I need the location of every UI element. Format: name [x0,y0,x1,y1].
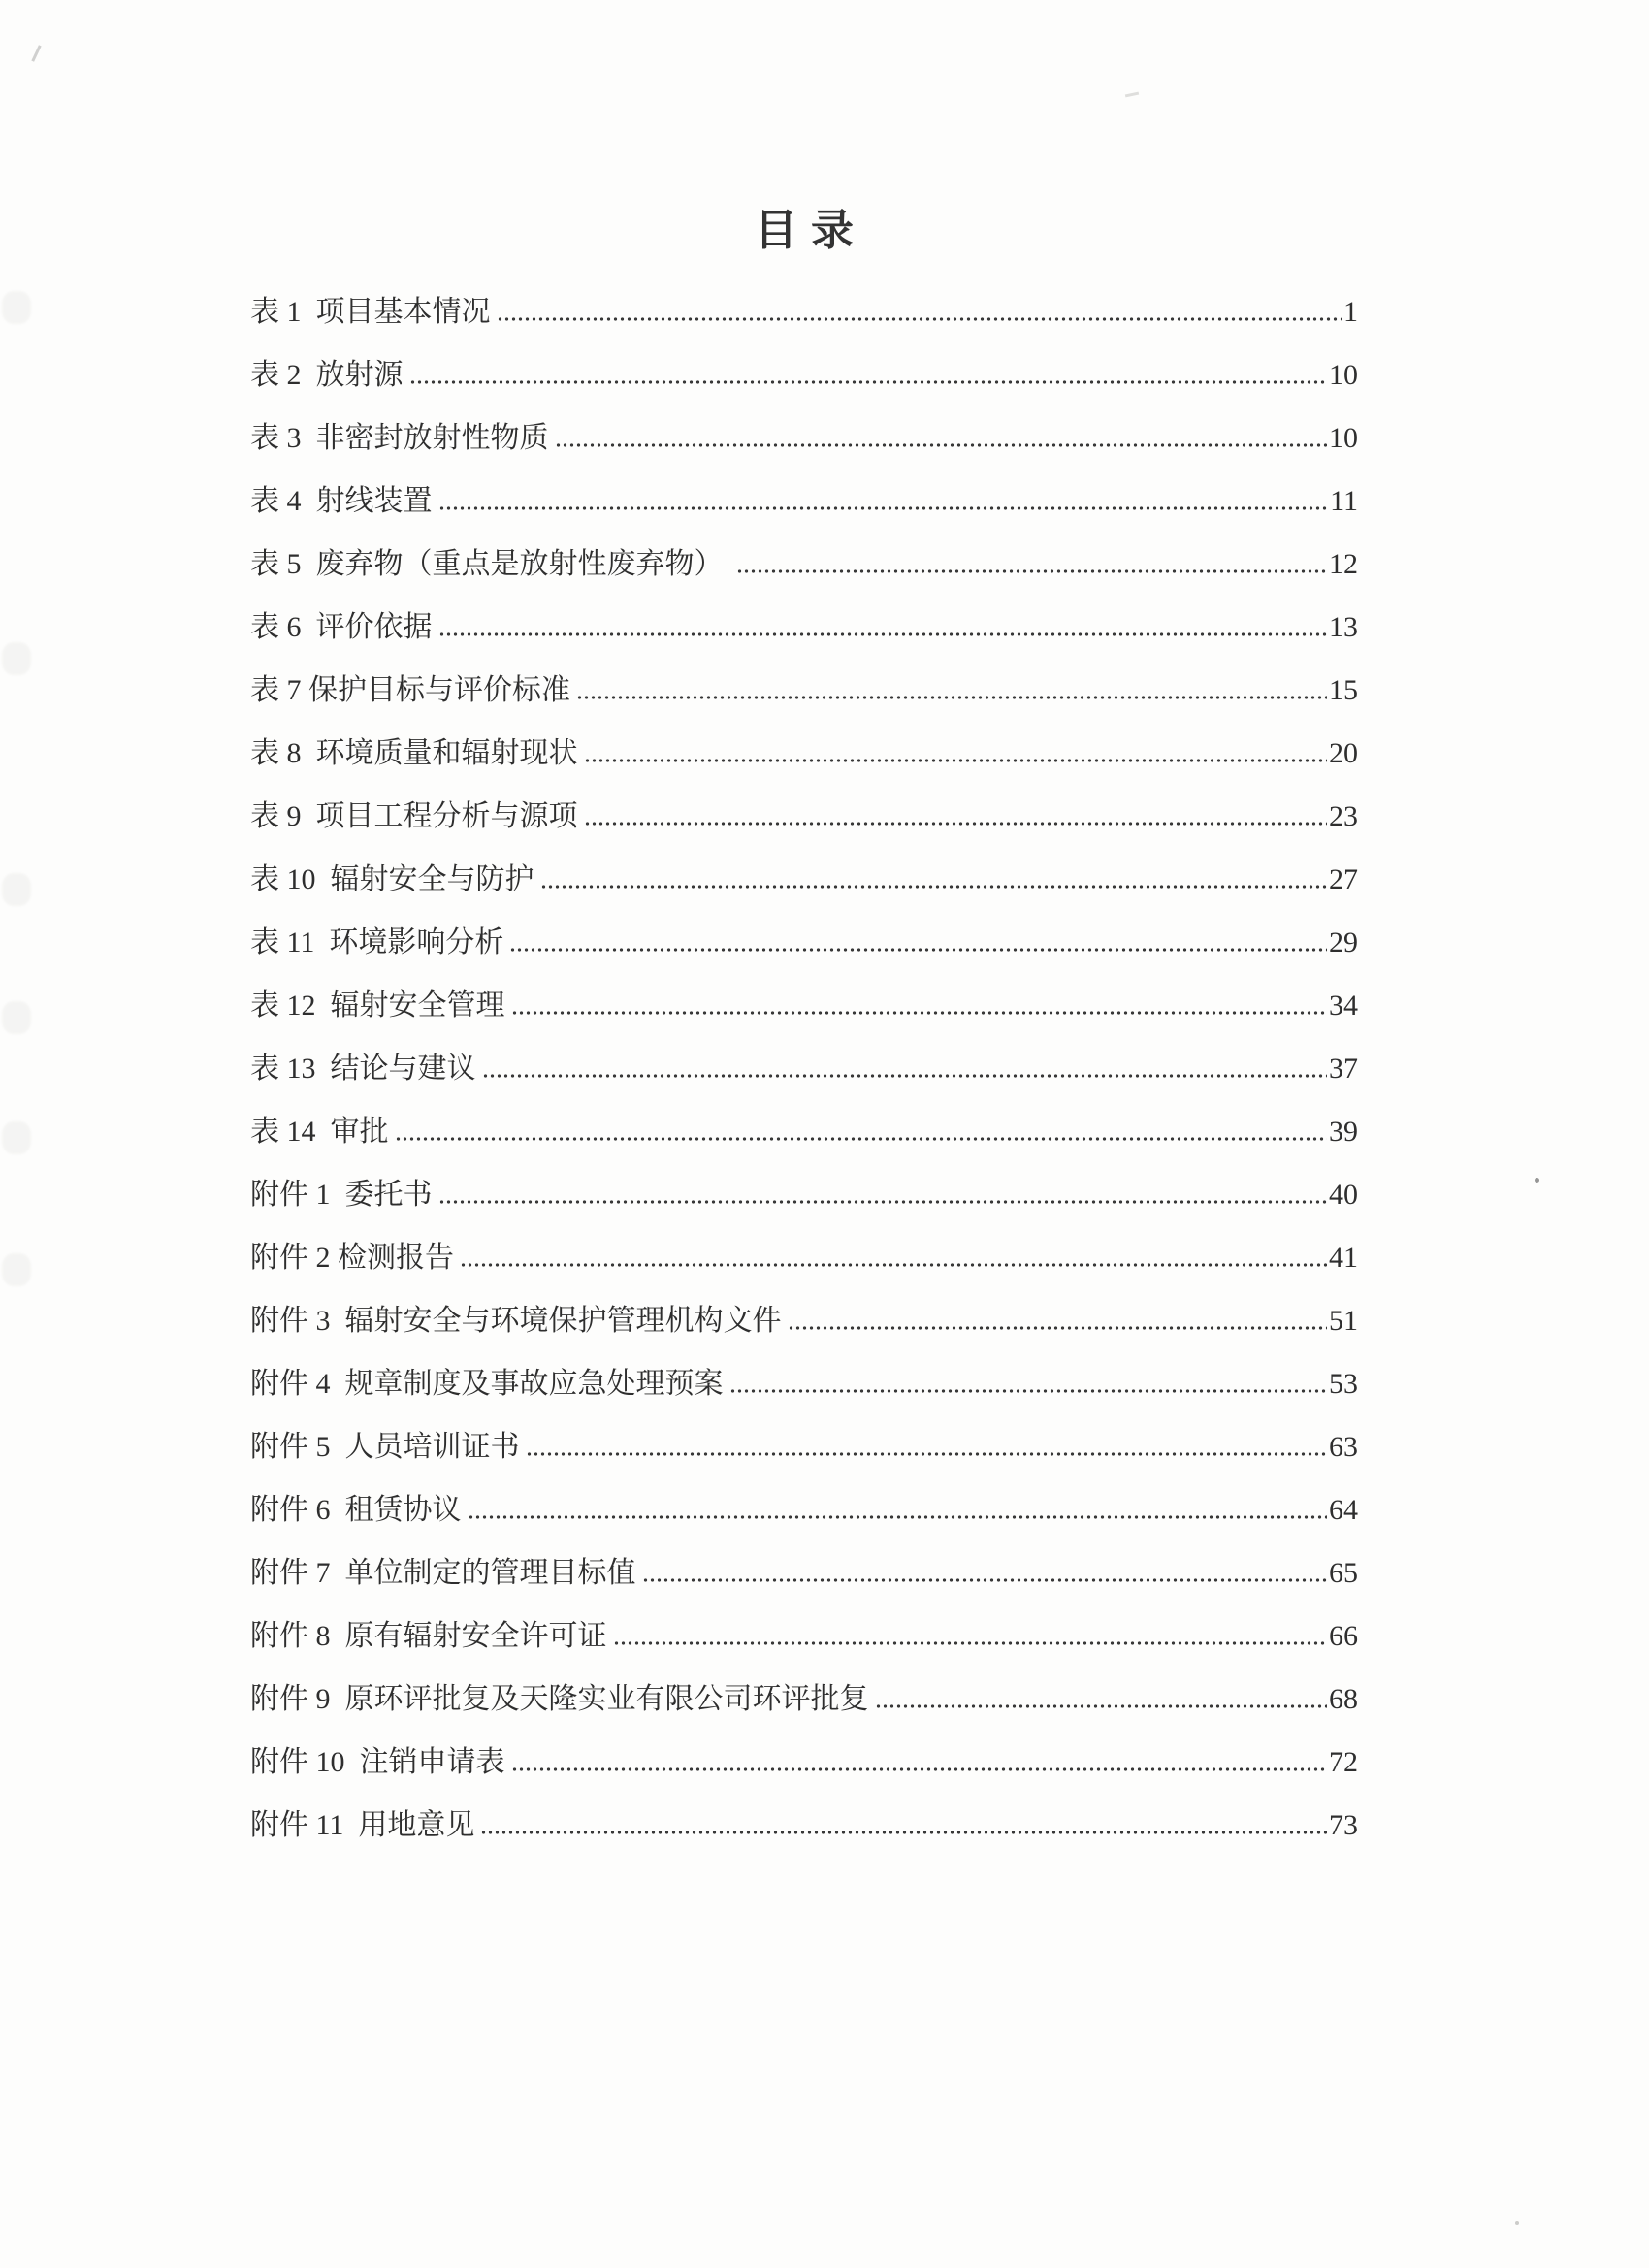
dot-leader [613,1640,1328,1646]
toc-entry-page: 13 [1329,610,1358,643]
toc-entry-page: 1 [1343,295,1358,328]
dot-leader [511,1766,1328,1772]
toc-entry-label: 表 2 放射源 [250,358,404,391]
toc-entry-label: 附件 4 规章制度及事故应急处理预案 [250,1367,724,1400]
toc-entry-label: 附件 8 原有辐射安全许可证 [250,1619,607,1652]
toc-entry-page: 66 [1329,1619,1358,1652]
toc-entry-page: 15 [1329,673,1358,706]
toc-entry-page: 23 [1329,799,1358,832]
toc-entry [250,768,1358,831]
dot-leader [480,1830,1327,1835]
toc-entry [250,1210,1358,1273]
dot-leader [409,379,1328,385]
toc-entry [250,390,1358,453]
toc-entry-label: 表 1 项目基本情况 [250,295,491,328]
toc-entry-page: 41 [1329,1241,1358,1274]
toc-entry-page: 64 [1329,1493,1358,1526]
toc-entry-page: 39 [1329,1115,1358,1148]
toc-entry [250,1651,1358,1714]
scan-artifact [1535,1178,1539,1183]
toc-entry-page: 63 [1329,1430,1358,1463]
toc-entry [250,1147,1358,1210]
scan-artifact [1125,92,1139,98]
toc-entry-page: 27 [1329,862,1358,895]
toc-entry [250,957,1358,1021]
toc-entry-page: 40 [1329,1178,1358,1211]
toc-entry-label: 表 10 辐射安全与防护 [250,862,534,895]
toc-entry [250,1336,1358,1399]
dot-leader [468,1514,1328,1520]
dot-leader [555,442,1328,448]
toc-entry-label: 表 7 保护目标与评价标准 [250,673,570,706]
toc-entry [250,1084,1358,1147]
toc-entry-label: 附件 2 检测报告 [250,1241,454,1274]
toc-entry-label: 附件 1 委托书 [250,1178,433,1211]
dot-leader [497,316,1342,322]
dot-leader [576,695,1327,700]
toc-entry [250,1777,1358,1840]
toc-entry-page: 73 [1329,1808,1358,1841]
dot-leader [788,1325,1328,1331]
toc-entry [250,579,1358,642]
toc-entry [250,1399,1358,1462]
scan-artifact [2,873,31,906]
scan-artifact [1515,2221,1519,2225]
toc-entry-label: 附件 6 租赁协议 [250,1493,462,1526]
dot-leader [584,758,1328,763]
toc-entry-label: 表 5 废弃物（重点是放射性废弃物） [250,547,730,580]
toc-entry-page: 72 [1329,1745,1358,1778]
toc-entry-page: 12 [1329,547,1358,580]
toc-entry [250,327,1358,390]
toc-entry-label: 表 11 环境影响分析 [250,925,504,958]
toc-entry [250,1462,1358,1525]
toc-entry-page: 10 [1329,421,1358,454]
toc-entry [250,705,1358,768]
toc-entry-label: 表 3 非密封放射性物质 [250,421,549,454]
scan-artifact [31,45,41,62]
toc-entry-page: 10 [1329,358,1358,391]
toc-entry-label: 表 13 结论与建议 [250,1052,476,1085]
dot-leader [438,1199,1328,1205]
toc-entry [250,1714,1358,1777]
toc-entry-label: 表 4 射线装置 [250,484,433,517]
table-of-contents [250,264,1358,1840]
scan-artifact [2,291,31,324]
toc-entry [250,1021,1358,1084]
toc-entry-label: 附件 9 原环评批复及天隆实业有限公司环评批复 [250,1682,869,1715]
dot-leader [438,505,1329,511]
toc-entry-label: 附件 3 辐射安全与环境保护管理机构文件 [250,1304,782,1337]
toc-entry-label: 表 8 环境质量和辐射现状 [250,736,578,769]
dot-leader [736,568,1327,574]
toc-entry-page: 65 [1329,1556,1358,1589]
toc-entry-page: 37 [1329,1052,1358,1085]
dot-leader [509,947,1327,953]
toc-entry-label: 附件 11 用地意见 [250,1808,475,1841]
toc-entry-label: 表 9 项目工程分析与源项 [250,799,578,832]
toc-entry-page: 51 [1329,1304,1358,1337]
toc-entry-page: 53 [1329,1367,1358,1400]
dot-leader [875,1703,1328,1709]
dot-leader [526,1451,1328,1457]
dot-leader [729,1388,1328,1394]
toc-entry [250,1273,1358,1336]
toc-entry [250,453,1358,516]
page-title: 目录 [755,207,867,254]
dot-leader [395,1136,1328,1142]
dot-leader [540,884,1328,890]
scan-artifact [2,1001,31,1034]
dot-leader [460,1262,1327,1268]
toc-entry-label: 附件 5 人员培训证书 [250,1430,520,1463]
scan-artifact [2,642,31,675]
toc-entry [250,642,1358,705]
toc-entry-page: 34 [1329,988,1358,1021]
toc-entry [250,1588,1358,1651]
toc-entry [250,894,1358,957]
dot-leader [438,632,1328,637]
toc-entry-label: 表 14 审批 [250,1115,389,1148]
toc-entry-page: 68 [1329,1682,1358,1715]
toc-entry-page: 11 [1330,484,1358,517]
dot-leader [511,1010,1328,1016]
toc-entry [250,264,1358,327]
toc-entry-label: 表 6 评价依据 [250,610,433,643]
scan-artifact [2,1121,31,1154]
toc-entry-label: 附件 7 单位制定的管理目标值 [250,1556,636,1589]
toc-entry-label: 表 12 辐射安全管理 [250,988,505,1021]
toc-entry-label: 附件 10 注销申请表 [250,1745,505,1778]
scan-artifact [2,1253,31,1286]
toc-entry [250,1525,1358,1588]
toc-entry [250,516,1358,579]
dot-leader [584,821,1328,826]
dot-leader [482,1073,1328,1079]
dot-leader [642,1577,1328,1583]
toc-entry-page: 20 [1329,736,1358,769]
toc-entry-page: 29 [1329,925,1358,958]
toc-entry [250,831,1358,894]
